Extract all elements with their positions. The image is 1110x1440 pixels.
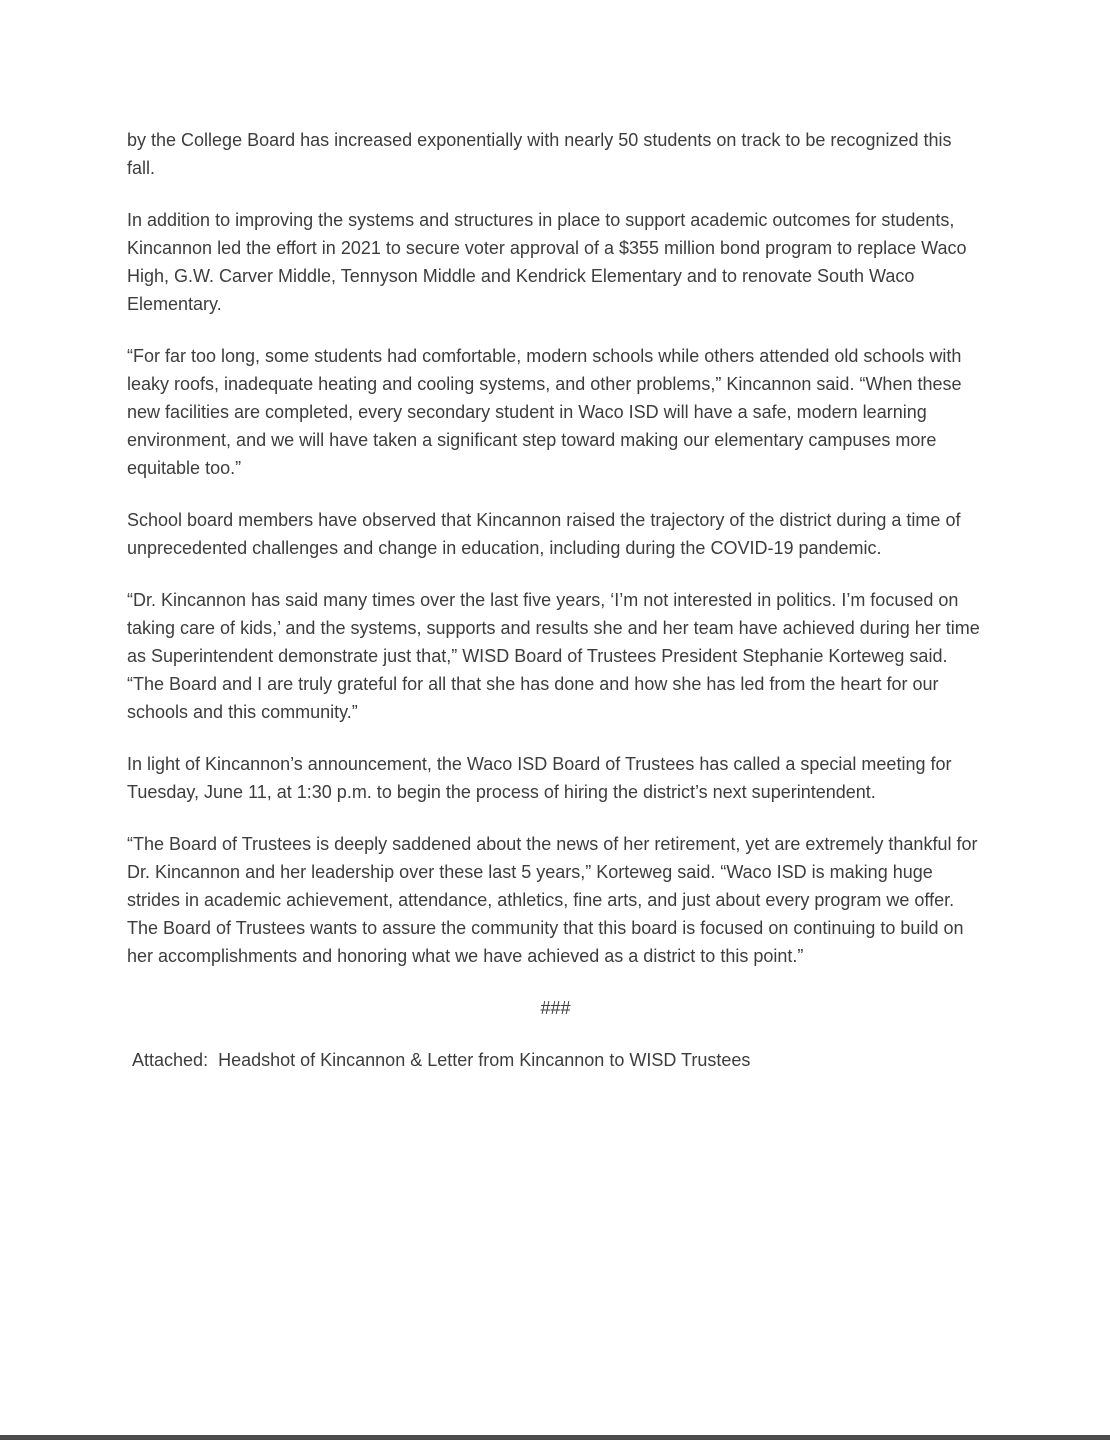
paragraph-6: In light of Kincannon’s announcement, the Waco ISD Board of Trustees has called a special meeting for Tuesday, June 11, at 1:30 p.m. to begin the process of hiring the district’s next superintendent. (127, 754, 952, 802)
end-marker: ### (540, 998, 571, 1018)
window-bottom-edge (0, 1435, 1110, 1440)
attachment-note: Attached: Headshot of Kincannon & Letter from Kincannon to WISD Trustees (127, 1050, 751, 1070)
paragraph-4: School board members have observed that Kincannon raised the trajectory of the district during a time of unprecedented challenges and change in education, including during the COVID-19 pandemic. (127, 510, 961, 558)
paragraph-1: by the College Board has increased exponentially with nearly 50 students on track to be recognized this fall. (127, 130, 952, 178)
paragraph-3: “For far too long, some students had comfortable, modern schools while others attended old schools with leaky roofs, inadequate heating and cooling systems, and other problems,” Kincannon said. “When these new facilities are completed, every secondary student in Waco ISD will have a safe, modern learning environment, and we will have taken a significant step toward making our elementary campuses more equitable too.” (127, 346, 962, 478)
paragraph-7: “The Board of Trustees is deeply saddened about the news of her retirement, yet are extremely thankful for Dr. Kincannon and her leadership over these last 5 years,” Korteweg said. “Waco ISD is making huge strides in academic achievement, attendance, athletics, fine arts, and just about every program we offer. The Board of Trustees wants to assure the community that this board is focused on continuing to build on her accomplishments and honoring what we have achieved as a district to this point.” (127, 834, 978, 966)
paragraph-2: In addition to improving the systems and structures in place to support academic outcomes for students, Kincannon led the effort in 2021 to secure voter approval of a $355 million bond program to replace Waco High, G.W. Carver Middle, Tennyson Middle and Kendrick Elementary and to renovate South Waco Elementary. (127, 210, 967, 314)
document-body (127, 126, 984, 1098)
paragraph-5: “Dr. Kincannon has said many times over the last five years, ‘I’m not interested in politics. I’m focused on taking care of kids,’ and the systems, supports and results she and her team have achieved during her time as Superintendent demonstrate just that,” WISD Board of Trustees President Stephanie Korteweg said. “The Board and I are truly grateful for all that she has done and how she has led from the heart for our schools and this community.” (127, 590, 980, 722)
